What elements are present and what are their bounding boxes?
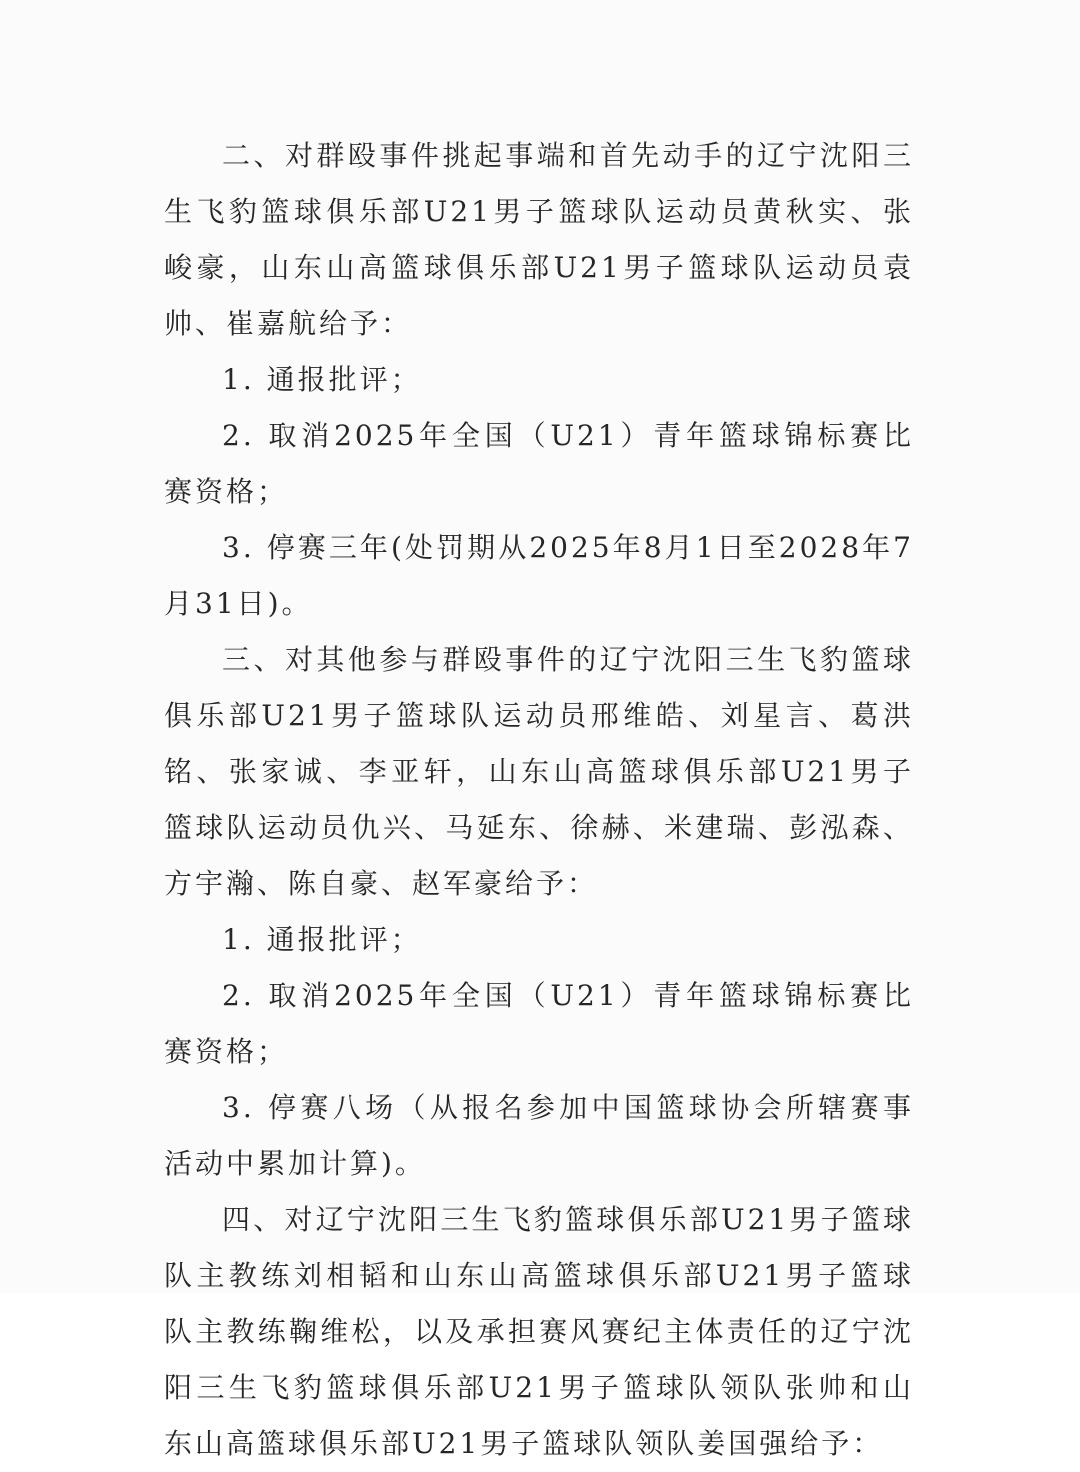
section-3-item-3: 3. 停赛八场（从报名参加中国篮球协会所辖赛事活动中累加计算)。 — [164, 1091, 914, 1180]
section-2-paragraph: 二、对群殴事件挑起事端和首先动手的辽宁沈阳三生飞豹篮球俱乐部U21男子篮球队运动员黄秋实、张峻豪，山东山高篮球俱乐部U21男子篮球队运动员袁帅、崔嘉航给予： — [164, 139, 914, 340]
section-3-paragraph: 三、对其他参与群殴事件的辽宁沈阳三生飞豹篮球俱乐部U21男子篮球队运动员邢维皓、刘星言、葛洪铭、张家诚、李亚轩，山东山高篮球俱乐部U21男子篮球队运动员仇兴、马延东、徐赫、米建瑞、彭泓森、方宇瀚、陈自豪、赵军豪给予： — [164, 643, 914, 900]
section-3-item-2: 2. 取消2025年全国（U21）青年篮球锦标赛比赛资格； — [164, 979, 914, 1068]
section-2-item-3: 3. 停赛三年(处罚期从2025年8月1日至2028年7月31日)。 — [164, 531, 914, 620]
section-4-paragraph: 四、对辽宁沈阳三生飞豹篮球俱乐部U21男子篮球队主教练刘相韬和山东山高篮球俱乐部U21男子篮球队主教练鞠维松，以及承担赛风赛纪主体责任的辽宁沈阳三生飞豹篮球俱乐部U21男子篮球队领队张帅和山东山高篮球俱乐部U21男子篮球队领队姜国强给予： — [164, 1203, 914, 1460]
section-2-item-1: 1. 通报批评； — [222, 363, 422, 396]
section-2-item-2: 2. 取消2025年全国（U21）青年篮球锦标赛比赛资格； — [164, 419, 914, 508]
document-body — [164, 128, 914, 1472]
section-3-item-1: 1. 通报批评； — [222, 923, 422, 956]
